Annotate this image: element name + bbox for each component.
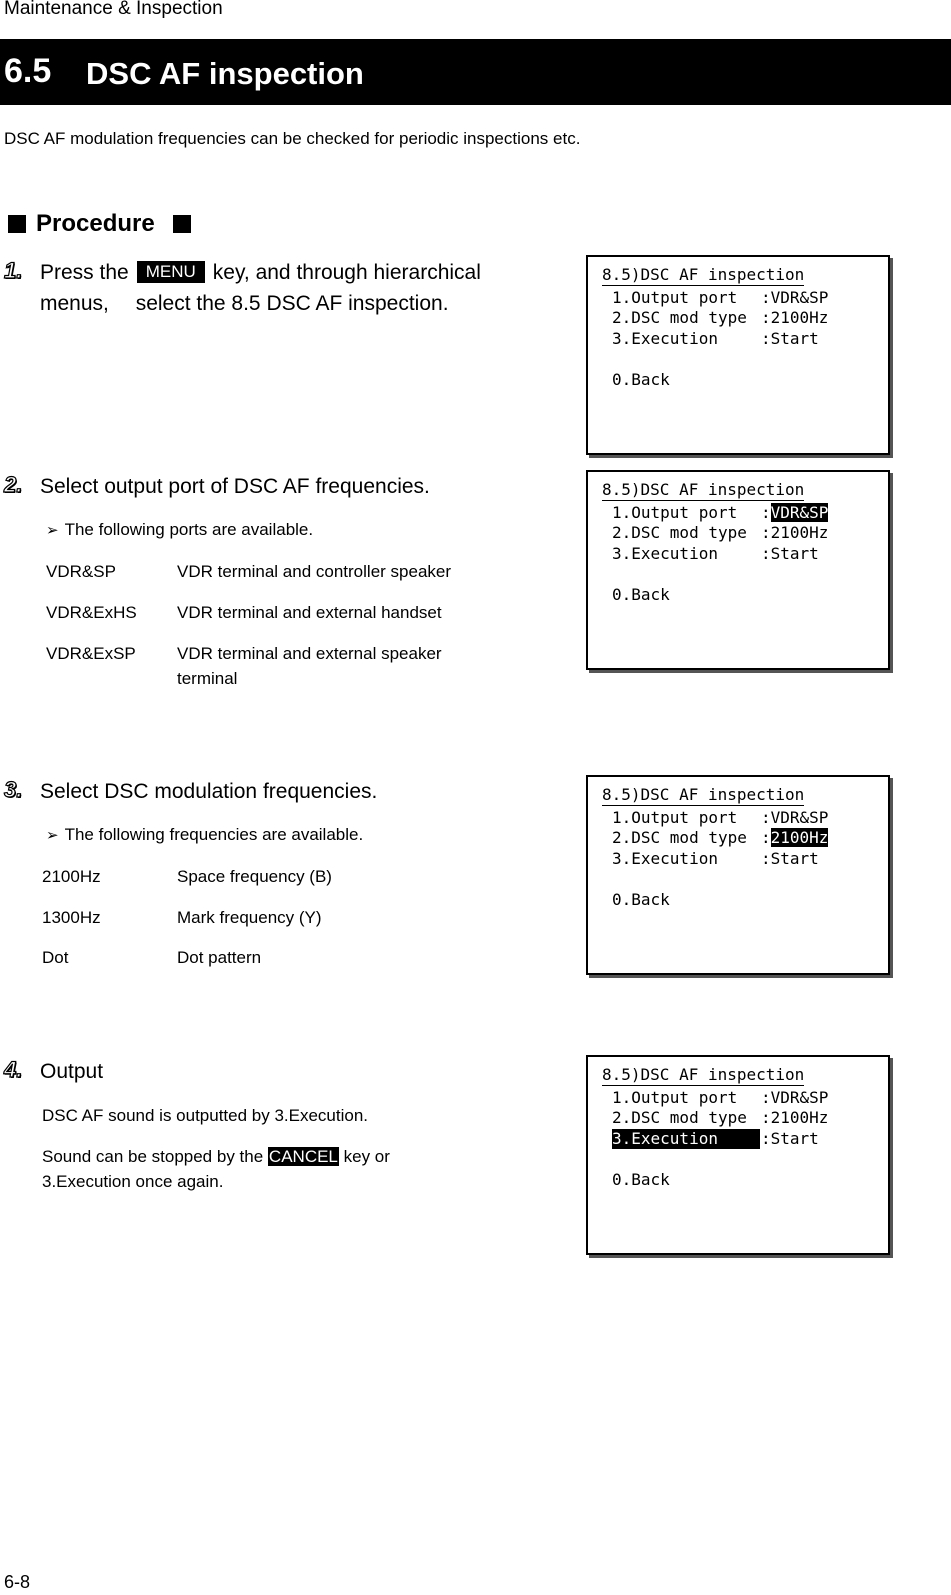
page-number: 6-8 xyxy=(4,1572,31,1592)
step-2-note-text: The following ports are available. xyxy=(64,520,314,539)
menu-item-dsc-mod-type: 2.DSC mod type xyxy=(612,1108,747,1127)
intro-text: DSC AF modulation frequencies can be checked for periodic inspections etc. xyxy=(4,129,581,148)
menu-value-execution: :Start xyxy=(761,1129,819,1148)
step-3-note xyxy=(46,825,363,845)
port-option-desc: VDR terminal and external speaker xyxy=(177,644,442,663)
running-header: Maintenance & Inspection xyxy=(4,0,223,19)
menu-item-output-port: 1.Output port xyxy=(612,1088,738,1107)
menu-value-execution: :Start xyxy=(761,849,819,868)
menu-value-output-port: :VDR&SP xyxy=(761,288,829,307)
menu-item-dsc-mod-type: 2.DSC mod type xyxy=(612,523,747,542)
square-bullet-icon xyxy=(8,215,26,233)
port-option-desc: VDR terminal and external handset xyxy=(177,603,442,622)
screen-title: 8.5)DSC AF inspection xyxy=(602,785,805,804)
colon: : xyxy=(761,828,771,847)
section-number: 6.5 xyxy=(4,52,52,90)
port-option-desc: VDR terminal and controller speaker xyxy=(177,562,452,581)
step-number: 3. xyxy=(4,777,23,802)
step-4-title: Output xyxy=(40,1060,104,1083)
section-title-bar xyxy=(0,39,951,105)
step-number: 1. xyxy=(4,258,23,283)
arrow-bullet-icon: ➢ xyxy=(46,827,59,844)
procedure-label: Procedure xyxy=(36,210,155,237)
step-1-line1 xyxy=(40,257,481,288)
menu-value-output-port: :VDR&SP xyxy=(761,1088,829,1107)
lcd-screen-4 xyxy=(586,1055,890,1255)
menu-item-output-port: 1.Output port xyxy=(612,503,738,522)
arrow-bullet-icon: ➢ xyxy=(46,522,59,539)
screen-title: 8.5)DSC AF inspection xyxy=(602,1065,805,1084)
step-number: 2. xyxy=(4,472,23,497)
menu-item-execution xyxy=(612,1129,760,1149)
step-3-note-text: The following frequencies are available. xyxy=(64,825,364,844)
menu-item-dsc-mod-type: 2.DSC mod type xyxy=(612,828,747,847)
selected-value: VDR&SP xyxy=(770,503,829,522)
freq-option-key: 2100Hz xyxy=(42,867,101,886)
menu-value-output-port: :VDR&SP xyxy=(761,808,829,827)
step-4-line2 xyxy=(42,1144,390,1169)
screen-title: 8.5)DSC AF inspection xyxy=(602,265,805,284)
menu-item-output-port: 1.Output port xyxy=(612,808,738,827)
step-2-title: Select output port of DSC AF frequencies. xyxy=(40,475,430,498)
menu-value-execution: :Start xyxy=(761,329,819,348)
selected-row: 3.Execution xyxy=(612,1129,760,1149)
colon: : xyxy=(761,503,771,522)
step-2-note xyxy=(46,520,313,540)
menu-item-back: 0.Back xyxy=(612,1170,670,1189)
step-4-line3: 3.Execution once again. xyxy=(42,1172,224,1191)
lcd-screen-3 xyxy=(586,775,890,975)
step-4-text-b: key or xyxy=(343,1147,390,1166)
menu-item-execution: 3.Execution xyxy=(612,544,718,563)
menu-item-output-port: 1.Output port xyxy=(612,288,738,307)
menu-value-output-port xyxy=(761,503,828,523)
screen-title: 8.5)DSC AF inspection xyxy=(602,480,805,499)
port-option-desc-cont: terminal xyxy=(177,669,238,688)
section-title: DSC AF inspection xyxy=(86,56,364,91)
step-1-line2: menus, select the 8.5 DSC AF inspection. xyxy=(40,292,449,315)
lcd-screen-2 xyxy=(586,470,890,670)
menu-item-execution: 3.Execution xyxy=(612,849,718,868)
square-bullet-icon xyxy=(173,215,191,233)
menu-value-dsc-mod-type: :2100Hz xyxy=(761,308,829,327)
freq-option-desc: Dot pattern xyxy=(177,948,262,967)
port-option-key: VDR&ExHS xyxy=(46,603,137,622)
selected-value: 2100Hz xyxy=(770,828,829,847)
port-option-key: VDR&SP xyxy=(46,562,116,581)
freq-option-key: Dot xyxy=(42,948,69,967)
freq-option-key: 1300Hz xyxy=(42,908,101,927)
menu-item-dsc-mod-type: 2.DSC mod type xyxy=(612,308,747,327)
menu-key-label: MENU xyxy=(137,261,205,283)
step-3-title: Select DSC modulation frequencies. xyxy=(40,780,378,803)
lcd-screen-1 xyxy=(586,255,890,455)
menu-item-back: 0.Back xyxy=(612,585,670,604)
menu-item-back: 0.Back xyxy=(612,890,670,909)
step-1-text-a: Press the xyxy=(40,261,129,284)
freq-option-desc: Mark frequency (Y) xyxy=(177,908,322,927)
menu-item-execution: 3.Execution xyxy=(612,329,718,348)
step-number: 4. xyxy=(4,1057,23,1082)
menu-value-dsc-mod-type xyxy=(761,828,828,848)
step-4-text-a: Sound can be stopped by the xyxy=(42,1147,264,1166)
menu-value-dsc-mod-type: :2100Hz xyxy=(761,1108,829,1127)
step-4-line1: DSC AF sound is outputted by 3.Execution. xyxy=(42,1106,369,1125)
cancel-key-label: CANCEL xyxy=(268,1147,338,1166)
port-option-key: VDR&ExSP xyxy=(46,644,136,663)
freq-option-desc: Space frequency (B) xyxy=(177,867,332,886)
menu-value-execution: :Start xyxy=(761,544,819,563)
menu-item-back: 0.Back xyxy=(612,370,670,389)
procedure-heading xyxy=(8,210,191,238)
menu-value-dsc-mod-type: :2100Hz xyxy=(761,523,829,542)
step-1-text-b: key, and through hierarchical xyxy=(212,261,481,284)
